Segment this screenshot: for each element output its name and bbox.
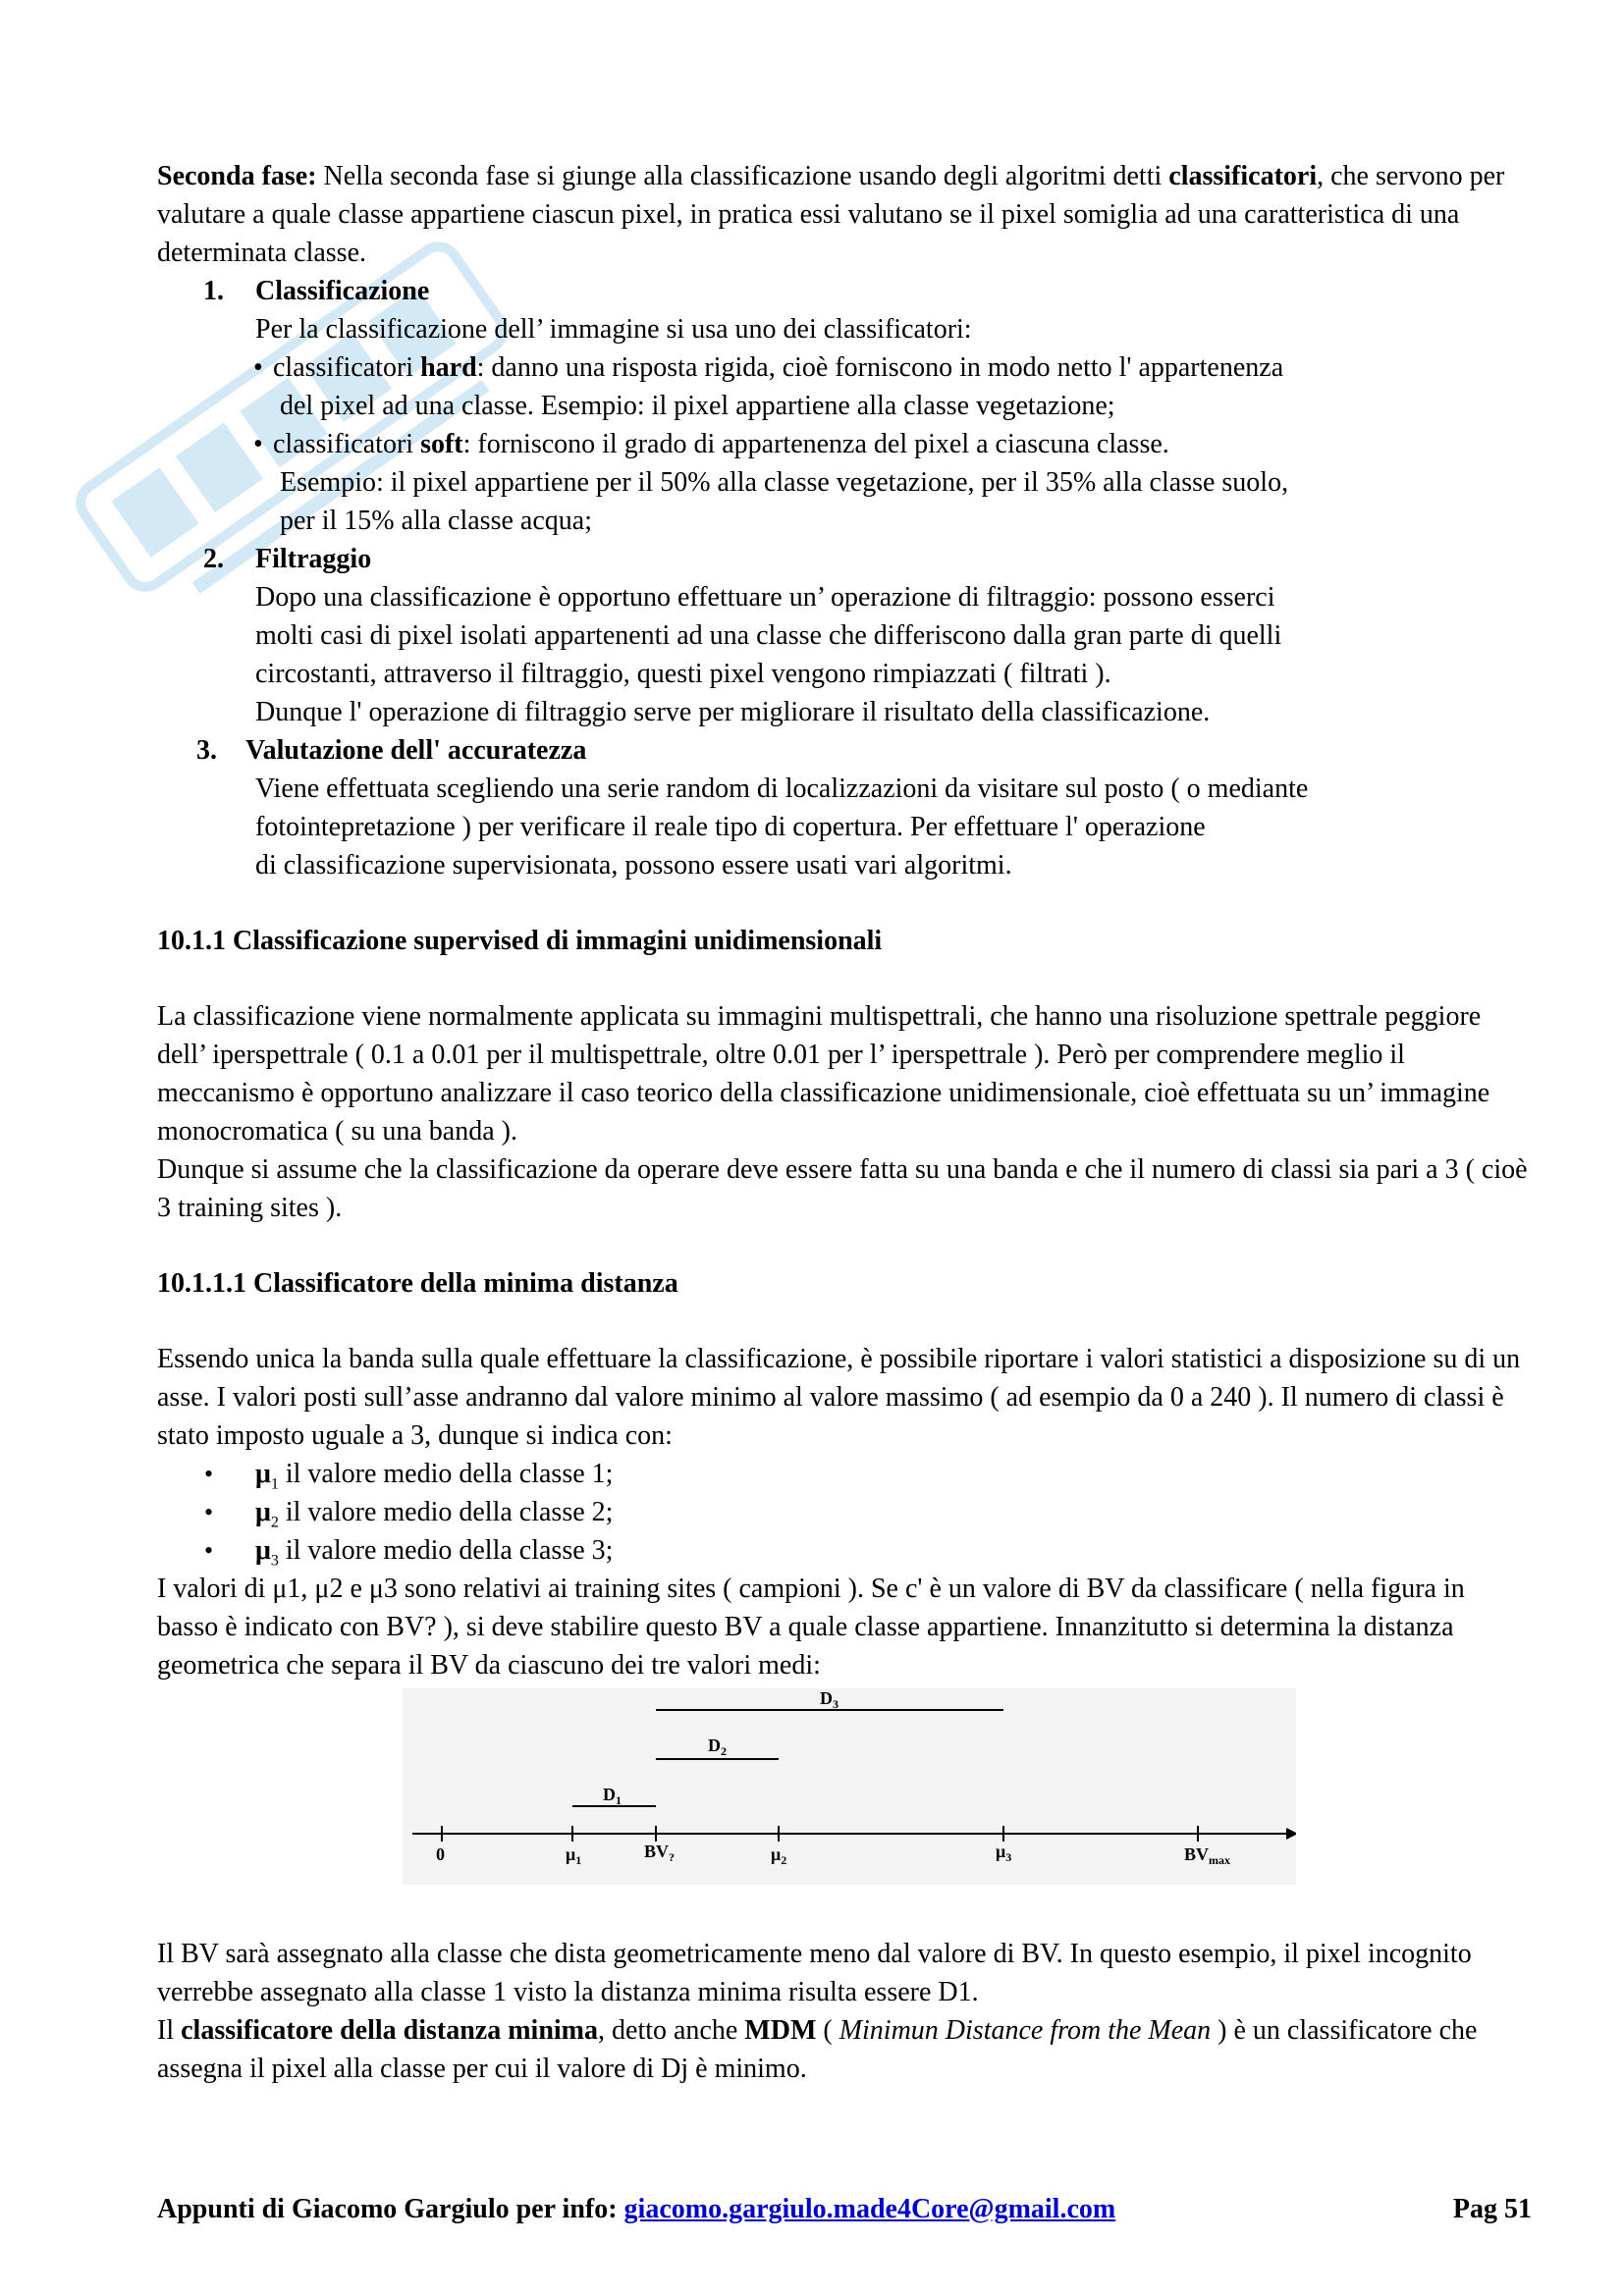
intro-paragraph: Seconda fase: Nella seconda fase si giunge alla classificazione usando degli algoritmi detti classificatori, che servono per valutare a quale classe appartiene ciascun pixel, in pratica essi valutano se il pixel somiglia ad una caratteristica di una determinata classe. [157, 161, 1505, 268]
step-1-title: 1. Classificazione [203, 276, 430, 306]
label-d3: $D_3$ [820, 1688, 839, 1711]
mu-item-2: • $\mu_2$ il valore medio della classe 2; [204, 1497, 614, 1531]
mu-item-3: • $\mu_3$ il valore medio della classe 3; [204, 1535, 614, 1570]
footer-text: Appunti di Giacomo Gargiulo per info: [157, 2194, 624, 2224]
step-2-title: 2. Filtraggio [203, 544, 372, 574]
bullet-hard-cont: del pixel ad una classe. Esempio: il pixel appartiene alla classe vegetazione; [280, 391, 1115, 421]
label-zero: 0 [436, 1844, 445, 1864]
section2-paragraph4: Il classificatore della distanza minima, detto anche MDM ( Minimun Distance from the Mean ) è un classificatore che assegna il pixel alla classe per cui il valore di Dj è minimo. [157, 2015, 1478, 2084]
section1-paragraph1: La classificazione viene normalmente applicata su immagini multispettrali, che hanno una risoluzione spettrale peggiore dell’ iperspettrale ( 0.1 a 0.01 per il multispettrale, oltre 0.01 per l’ iperspettrale ). Però per comprendere meglio il meccanismo è opportuno analizzare il caso teorico della classificazione unidimensionale, cioè effettuata su un’ immagine monocromatica ( su una banda ). [157, 1001, 1490, 1147]
bullet-soft-cont: Esempio: il pixel appartiene per il 50% alla classe vegetazione, per il 35% alla classe suolo, [280, 467, 1289, 498]
bullet-hard: • classificatori hard: danno una risposta rigida, cioè forniscono in modo netto l' appartenenza [253, 352, 1284, 383]
section-heading-10-1-1: 10.1.1 Classificazione supervised di immagini unidimensionali [157, 926, 883, 956]
section2-paragraph2: I valori di μ1, μ2 e μ3 sono relativi ai training sites ( campioni ). Se c' è un valore di BV da classificare ( nella figura in basso è indicato con BV? ), si deve stabilire questo BV a quale classe appartiene. Innanzitutto si determina la distanza geometrica che separa il BV da ciascuno dei tre valori medi: [157, 1574, 1465, 1681]
label-mu2: $\mu_2$ [771, 1844, 787, 1867]
page-footer [157, 2194, 1532, 2225]
label-d2: $D_2$ [708, 1735, 727, 1758]
label-mu3: $\mu_3$ [996, 1842, 1012, 1864]
section2-paragraph1: Essendo unica la banda sulla quale effettuare la classificazione, è possibile riportare i valori statistici a disposizione su di un asse. I valori posti sull’asse andranno dal valore minimo al valore massimo ( ad esempio da 0 a 240 ). Il numero di classi è stato imposto uguale a 3, dunque si indica con: [157, 1344, 1521, 1451]
mu-item-1: • $\mu_1$ il valore medio della classe 1; [204, 1459, 614, 1493]
page-number: Pag 51 [1452, 2194, 1532, 2224]
figure-background [403, 1688, 1296, 1885]
label-bv: $BV_?$ [644, 1842, 676, 1864]
section1-paragraph2: Dunque si assume che la classificazione da operare deve essere fatta su una banda e che il numero di classi sia pari a 3 ( cioè 3 training sites ). [157, 1154, 1528, 1223]
label-mu1: $\mu_1$ [566, 1844, 582, 1867]
section-heading-10-1-1-1: 10.1.1.1 Classificatore della minima distanza [157, 1268, 678, 1299]
footer-email-link[interactable]: giacomo.gargiulo.made4Core@gmail.com [623, 2194, 1116, 2224]
step-3-title: 3. Valutazione dell' accuratezza [196, 735, 587, 766]
intro-label: Seconda fase: [157, 161, 317, 191]
page-content: Seconda fase: Nella seconda fase si giunge alla classificazione usando degli algoritmi detti classificatori, che servono per valutare a quale classe appartiene ciascun pixel, in pratica essi valutano se il pixel somiglia ad una caratteristica di una determinata classe. 1. Classificazione Per la classificazione dell’ immagine si usa uno dei classificatori: • classificatori hard: danno una risposta rigida, cioè forniscono in modo netto l' appartenenza del pixel ad una classe. Esempio: il pixel appartiene alla classe vegetazione; • classificatori soft: forniscono il grado di appartenenza del pixel a ciascuna classe. Esempio: il pixel appartiene per il 50% alla classe vegetazione, per il 35% alla classe suolo, per il 15% alla classe acqua; 2. Filtraggio Dopo una classificazione è opportuno effettuare un’ operazione di filtraggio: possono esserci molti casi di pixel isolati appartenenti ad una classe che differiscono dalla gran parte di quelli circostanti, attraverso il filtraggio, questi pixel vengono rimpiazzati ( filtrati ). Dunque l' operazione di filtraggio serve per migliorare il risultato della classificazione. 3. Valutazione dell' accuratezza Viene effettuata scegliendo una serie random di localizzazioni da visitare sul posto ( o mediante fotointepretazione ) per verificare il reale tipo di copertura. Per effettuare l' operazione di classificazione supervisionata, possono essere usati vari algoritmi. 10.1.1 Classificazione supervised di immagini unidimensionali La classificazione viene normalmente applicata su immagini multispettrali, che hanno una risoluzione spettrale peggiore dell’ iperspettrale ( 0.1 a 0.01 per il multispettrale, oltre 0.01 per l’ iperspettrale ). Però per comprendere meglio il meccanismo è opportuno analizzare il caso teorico della classificazione unidimensionale, cioè effettuata su un’ immagine monocromatica ( su una banda ). Dunque si assume che la classificazione da operare deve essere fatta su una banda e che il numero di classi sia pari a 3 ( cioè 3 training sites ). 10.1.1.1 Classificatore della minima distanza Essendo unica la banda sulla quale effettuare la classificazione, è possibile riportare i valori statistici a disposizione su di un asse. I valori posti sull’asse andranno dal valore minimo al valore massimo ( ad esempio da 0 a 240 ). Il numero di classi è stato imposto uguale a 3, dunque si indica con: • $\mu_1$ il valore medio della classe 1; • $\mu_2$ il valore medio della classe 2; • $\mu_3$ il valore medio della classe 3; I valori di μ1, μ2 e μ3 sono relativi ai training sites ( campioni ). Se c' è un valore di BV da classificare ( nella figura in basso è indicato con BV? ), si deve stabilire questo BV a quale classe appartiene. Innanzitutto si determina la distanza geometrica che separa il BV da ciascuno dei tre valori medi: Il BV sarà assegnato alla classe che dista geometricamente meno dal valore di BV. In questo esempio, il pixel incognito verrebbe assegnato alla classe 1 visto la distanza minima risulta essere D1. Il classificatore della distanza minima, detto anche MDM ( Minimun Distance from the Mean ) è un classificatore che assegna il pixel alla classe per cui il valore di Dj è minimo. [157, 157, 1532, 2088]
bullet-soft-cont2: per il 15% alla classe acqua; [280, 506, 592, 536]
distance-axis-figure [403, 1688, 1296, 1885]
label-d1: $D_1$ [603, 1785, 622, 1807]
bullet-soft: • classificatori soft: forniscono il grado di appartenenza del pixel a ciascuna classe. [253, 429, 1169, 459]
label-bvmax: $BV_{max}$ [1184, 1844, 1231, 1867]
step-1-intro: Per la classificazione dell’ immagine si usa uno dei classificatori: [255, 314, 972, 345]
section2-paragraph3: Il BV sarà assegnato alla classe che dista geometricamente meno dal valore di BV. In questo esempio, il pixel incognito verrebbe assegnato alla classe 1 visto la distanza minima risulta essere D1. [157, 1939, 1472, 2007]
